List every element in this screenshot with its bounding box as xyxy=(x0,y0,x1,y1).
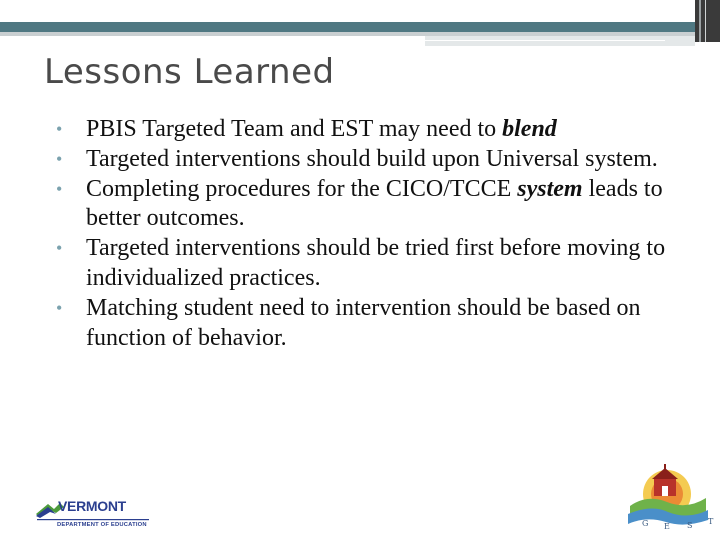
emphasized-text: blend xyxy=(502,116,557,142)
accent-band-short xyxy=(425,36,695,46)
slide-title: Lessons Learned xyxy=(44,52,335,92)
bullet-text: Targeted interventions should be tried first before moving to individualized practices. xyxy=(86,235,666,291)
bullet-item xyxy=(50,145,700,175)
bullet-item xyxy=(50,294,700,354)
bullet-text: Targeted interventions should build upon Universal system. xyxy=(86,145,658,172)
gest-letter: G xyxy=(642,519,649,528)
gest-letter: S xyxy=(687,521,693,530)
bullet-marker: • xyxy=(56,238,63,259)
corner-accent xyxy=(695,0,720,42)
bullet-item xyxy=(50,234,700,294)
bullet-marker: • xyxy=(56,178,63,199)
gest-letter: E xyxy=(664,522,670,531)
accent-rule xyxy=(425,40,665,41)
vermont-logo-subtext: DEPARTMENT OF EDUCATION xyxy=(57,522,147,528)
bullet-marker: • xyxy=(56,119,63,139)
accent-band xyxy=(0,22,695,32)
bullet-text: Completing procedures for the CICO/TCCE xyxy=(86,175,518,202)
bullet-list xyxy=(50,115,700,353)
bullet-item xyxy=(50,175,700,235)
emphasized-text: system xyxy=(517,175,583,202)
vermont-logo-text: VERMONT xyxy=(58,498,126,514)
bullet-text: PBIS Targeted Team and EST may need to xyxy=(86,116,503,142)
bullet-text: Matching student need to intervention should be based on function of behavior. xyxy=(86,294,641,351)
gest-letter: T xyxy=(708,517,714,526)
bullet-item xyxy=(50,115,700,145)
top-band xyxy=(0,0,720,22)
bullet-marker: • xyxy=(56,148,63,169)
bullet-marker: • xyxy=(56,297,63,318)
bullet-text: leads to better outcomes. xyxy=(86,175,663,232)
